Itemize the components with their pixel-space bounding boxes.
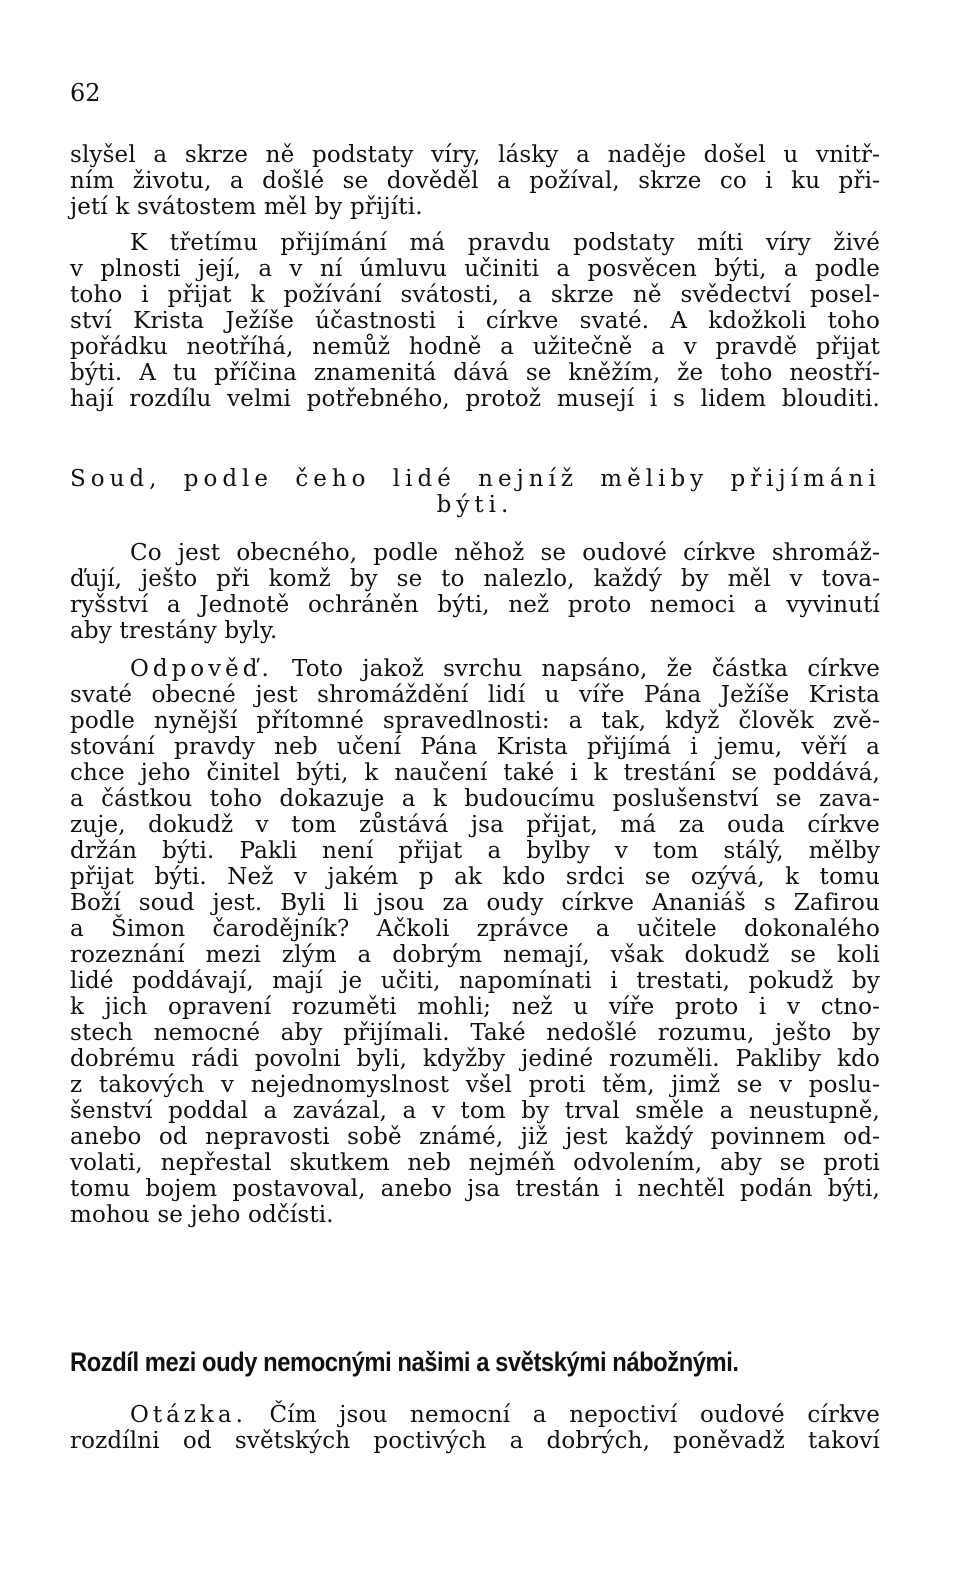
- text-line: K třetímu přijímání má pravdu podstaty míti víry živé: [130, 230, 880, 256]
- question-label: Otázka.: [130, 1402, 247, 1428]
- text-line: ství Krista Ježíše účastnosti i církve svaté. A kdožkoli toho: [70, 308, 880, 334]
- subheading-line: býti.: [436, 492, 514, 518]
- text-line: stech nemocné aby přijímali. Také nedošlé rozumu, ješto by: [70, 1020, 880, 1046]
- text-line: tomu bojem postavoval, anebo jsa trestán i nechtěl podán býti,: [70, 1176, 880, 1202]
- text-line: slyšel a skrze ně podstaty víry, lásky a naděje došel u vnitř-: [70, 142, 880, 168]
- text-line: býti. A tu příčina znamenitá dává se kněžím, že toho neostří-: [70, 360, 880, 386]
- text-line: ryšství a Jednotě ochráněn býti, než proto nemoci a vyvinutí: [70, 592, 880, 618]
- text-line: rozdílni od světských poctivých a dobrých, poněvadž takoví: [70, 1428, 880, 1454]
- answer-first-line: Toto jakož svrchu napsáno, že částka církve: [292, 656, 880, 682]
- text-line: držán býti. Pakli není přijat a bylby v tom stálý, mělby: [70, 838, 880, 864]
- section-heading: Rozdíl mezi oudy nemocnými našimi a světskými nábožnými.: [70, 1347, 739, 1377]
- answer-label: Odpověď.: [130, 656, 273, 682]
- text-line: anebo od nepravosti sobě známé, již jest každý povinnem od-: [70, 1124, 880, 1150]
- text-line: [70, 1402, 880, 1428]
- text-line: Boží soud jest. Byli li jsou za oudy církve Ananiáš s Zafirou: [70, 890, 880, 916]
- paragraph-third-communion: [70, 230, 880, 412]
- subheading-line: Soud, podle čeho lidé nejníž měliby přijímáni: [70, 466, 881, 492]
- text-line: ním životu, a došlé se dověděl a požíval, skrze co i ku při-: [70, 168, 880, 194]
- text-line: k jich opravení rozuměti mohli; než u víře proto i v ctno-: [70, 994, 880, 1020]
- text-line: šenství poddal a zavázal, a v tom by trval směle a neustupně,: [70, 1098, 880, 1124]
- paragraph-question: [70, 540, 880, 644]
- text-line: podle nynější přítomné spravedlnosti: a tak, když člověk zvě-: [70, 708, 880, 734]
- text-line: ďují, ješto při komž by se to nalezlo, každý by měl v tova-: [70, 566, 880, 592]
- book-page: [70, 0, 880, 1596]
- text-line: lidé poddávají, mají je učiti, napomínati i trestati, pokudž by: [70, 968, 880, 994]
- text-line: stování pravdy neb učení Pána Krista přijímá i jemu, věří a: [70, 734, 880, 760]
- text-line: rozeznání mezi zlým a dobrým nemají, však dokudž se koli: [70, 942, 880, 968]
- text-line: Co jest obecného, podle něhož se oudové církve shromáž-: [130, 540, 880, 566]
- text-line: v plnosti její, a v ní úmluvu učiniti a posvěcen býti, a podle: [70, 256, 880, 282]
- text-line: svaté obecné jest shromáždění lidí u víře Pána Ježíše Krista: [70, 682, 880, 708]
- text-line: pořádku neotříhá, nemůž hodně a užitečně a v pravdě přijat: [70, 334, 880, 360]
- text-line: zuje, dokudž v tom zůstává jsa přijat, má za ouda církve: [70, 812, 880, 838]
- text-line: hají rozdílu velmi potřebného, protož musejí i s lidem blouditi.: [70, 386, 880, 412]
- text-line: z takových v nejednomyslnost všel proti těm, jimž se v poslu-: [70, 1072, 880, 1098]
- page-number: 62: [70, 79, 101, 107]
- text-line: chce jeho činitel býti, k naučení také i k trestání se poddává,: [70, 760, 880, 786]
- text-line: přijat býti. Než v jakém p ak kdo srdci se ozývá, k tomu: [70, 864, 880, 890]
- paragraph-continuation: [70, 142, 880, 220]
- text-line: jetí k svátostem měl by přijíti.: [70, 194, 423, 220]
- text-line: volati, nepřestal skutkem neb nejméň odvolením, aby se proti: [70, 1150, 880, 1176]
- question-first-line: Čím jsou nemocní a nepoctiví oudové církve: [269, 1402, 880, 1428]
- paragraph-question-two: [70, 1402, 880, 1454]
- subheading-judgment: [70, 466, 880, 518]
- text-line: a Šimon čarodějník? Ačkoli zprávce a učitele dokonalého: [70, 916, 880, 942]
- text-line: toho i přijat k požívání svátosti, a skrze ně svědectví posel-: [70, 282, 880, 308]
- text-line: aby trestány byly.: [70, 618, 278, 644]
- text-line: a částkou toho dokazuje a k budoucímu poslušenství se zava-: [70, 786, 880, 812]
- text-line: [70, 656, 880, 682]
- text-line: dobrému rádi povolni byli, kdyžby jediné rozuměli. Pakliby kdo: [70, 1046, 880, 1072]
- text-line: mohou se jeho odčísti.: [70, 1202, 334, 1228]
- paragraph-answer: [70, 656, 880, 1228]
